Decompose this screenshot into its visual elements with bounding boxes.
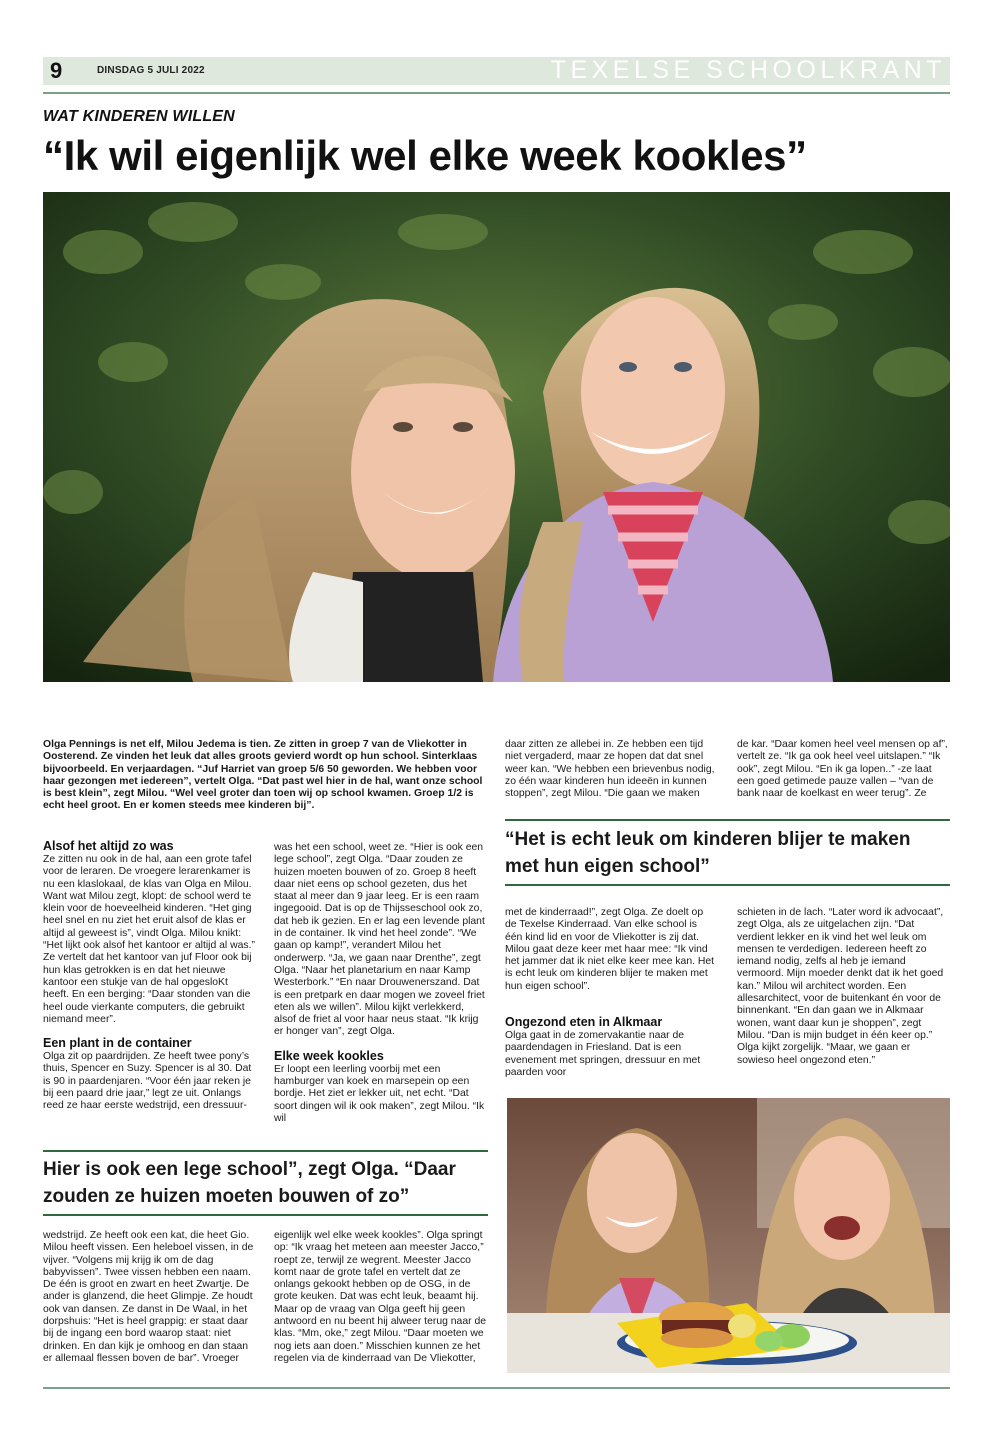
subhead-kookles: Elke week kookles: [274, 1048, 384, 1063]
quote1-rule-top: [505, 819, 950, 821]
body-col3-mid: [505, 907, 716, 1079]
body-col4-mid: schieten in de lach. “Later word ik advocaat”, zegt Olga, als ze uitgelachen zijn. “Dat verdient lekker en ik vind het wel leuk om mensen te verdedigen. Iedereen heeft zo iemand nodig, zelfs al heb je iemand vermoord. Mijn moeder denkt dat ik het goed kan.” Milou wil architect worden. Een allesarchitect, voor de buitenkant én voor de binnenkant. “En dan gaan we in Alkmaar wonen, want daar kun je shoppen”, zegt Milou. “Dan is mijn budget in één keer op.” Olga kijkt zorgelijk. “Maar, we gaan er sowieso heel ongezond eten.”: [737, 907, 944, 1066]
body-col3-b: Olga gaat in de zomervakantie naar de paardendagen in Friesland. Dat is een evenement met springen, dressuur en met paarden voor: [505, 1030, 701, 1078]
main-photo: [43, 192, 950, 682]
body-col2-b: Er loopt een leerling voorbij met een hamburger van koek en marsepein op een bordje. Het ziet er lekker uit, net echt. “Dat soort dingen wil ik ook maken”, zegt Milou. “Ik wil: [274, 1063, 485, 1124]
masthead: TEXELSE SCHOOLKRANT: [550, 56, 946, 84]
header-rule: [43, 92, 950, 94]
subhead-plant: Een plant in de container: [43, 1036, 192, 1051]
article-headline: “Ik wil eigenlijk wel elke week kookles”: [43, 132, 807, 179]
quote1-rule-bottom: [505, 884, 950, 886]
body-col4-top: de kar. “Daar komen heel veel mensen op af”, vertelt ze. “Ik ga ook heel veel uitslapen.” “Ik ook”, zegt Milou. “En ik ga lopen..” -ze laat een goed getimede pauze vallen – “van de bank naar de koelkast en weer terug”. Ze: [737, 739, 948, 800]
body-col1-b: Olga zit op paardrijden. Ze heeft twee pony’s thuis, Spencer en Suzy. Spencer is al 30. Dat is 90 in paardenjaren. “Voor één jaar reken je bij een paard drie jaar,” legt ze uit. Onlangs reed ze haar eerste wedstrijd, een dressuur-: [43, 1051, 252, 1112]
quote2-rule-bottom: [43, 1214, 488, 1216]
body-col3-mid-text: met de kinderraad!”, zegt Olga. Ze doelt op de Texelse Kinderraad. Van elke school is één kind lid en voor de Vliekotter is zij dat. Milou gaat deze keer met haar mee: “Ik vind het jammer dat ik niet elke keer mee kan. Het is echt leuk om kinderen blijer te maken met hun eigen school”.: [505, 907, 715, 992]
subhead-alsof: Alsof het altijd zo was: [43, 839, 174, 853]
subhead-alkmaar: Ongezond eten in Alkmaar: [505, 1015, 663, 1030]
page-number: 9: [50, 58, 63, 83]
quote2-rule-top: [43, 1150, 488, 1152]
article-lead: Olga Pennings is net elf, Milou Jedema is tien. Ze zitten in groep 7 van de Vliekotter in Oosterend. Ze vinden het leuk dat alles groots gevierd wordt op hun school. Sinterklaas bijvoorbeeld. En verjaardagen. “Juf Harriet van groep 5/6 50 geworden. We hebben voor haar gezongen met iedereen”, vertelt Olga. “Dat past wel hier in de hal, want onze school is best klein”, zegt Milou. “Wel veel groter dan toen wij op school kwamen. Groep 1/2 is echt heel groot. En er komen steeds mee kinderen bij”.: [43, 739, 483, 812]
footer-rule: [43, 1387, 950, 1389]
body-col1: [43, 839, 255, 1113]
body-col3-top: daar zitten ze allebei in. Ze hebben een tijd niet vergaderd, maar ze hopen dat dat snel weer kan. “We hebben een brievenbus nodig, zo één waar kinderen hun ideeën in kunnen stoppen”, zegt Milou. “Die gaan we maken: [505, 739, 715, 800]
body-col2-c: eigenlijk wel elke week kookles”. Olga springt op: “Ik vraag het meteen aan meester Jacco,” roept ze, terwijl ze wegrent. Meester Jacco komt naar de grote tafel en vertelt dat ze onlangs gekookt hebben op de OSG, in de grote keuken. Dat was echt leuk, beaamt hij. Maar op de vraag van Olga geeft hij geen antwoord en nu beent hij alweer terug naar de klas. “Mm, oke,” zegt Milou. “Daar moeten we nog iets aan doen.” Misschien kunnen ze het regelen via de kinderraad van De Vliekotter,: [274, 1230, 486, 1364]
body-col2-a: was het een school, weet ze. “Hier is ook een lege school”, zegt Olga. “Daar zouden ze huizen moeten bouwen of zo. Groep 8 heeft daar niet eens op school gezeten, dus het staat al meer dan 9 jaar leeg. Er is een raam ingegooid. Dat is op de Thijsseschool ook zo, dat heb ik gezien. En er lag een levende plant in de container. Ik vind het heel zonde”. “We gaan op kamp!”, verandert Milou het onderwerp. “Ja, we gaan naar Drenthe”, zegt Olga. “Naar het planetarium en naar Kamp Westerbork.” “En naar Drouwenerszand. Dat is een pretpark en daar mogen we zoveel friet eten als we willen”. Milou kijkt verlekkerd, alsof de friet al voor haar neus staat. “Ik krijg er honger van”, zegt Olga.: [274, 842, 485, 1038]
body-col2: [274, 842, 486, 1125]
pull-quote-1: “Het is echt leuk om kinderen blijer te maken met hun eigen school”: [505, 829, 911, 877]
body-col1-c: wedstrijd. Ze heeft ook een kat, die heet Gio. Milou heeft vissen. Een heleboel vissen, in de vijver. “Volgens mij krijg ik om de dag babyvissen”. Twee vissen hebben een naam. De één is groot en zwart en heet Zwartje. De ander is glanzend, die heet Glimpje. Ze houdt ook van dansen. Ze danst in De Waal, in het dorpshuis: “Het is heel grappig: er staat daar bij de ingang een bord waarop staat: niet drinken. En dan kijk je omhoog en dan staan er allemaal flessen boven de bar”. Vroeger: [43, 1230, 254, 1364]
pull-quote-2: Hier is ook een lege school”, zegt Olga. “Daar zouden ze huizen moeten bouwen of zo”: [43, 1159, 456, 1207]
kitchen-photo: [507, 1098, 950, 1373]
body-col1-a: Ze zitten nu ook in de hal, aan een grote tafel voor de leraren. De vroegere lerarenkamer is nu een klaslokaal, de klas van Olga en Milou. Want wat Milou zegt, klopt: de school werd te klein voor de hoeveelheid kinderen. “Het ging heel snel en nu ziet het eruit alsof de klas er altijd al geweest is”, vindt Olga. Milou knikt: “Het lijkt ook alsof het kantoor er altijd al was.” Ze vertelt dat het kantoor van juf Floor ook bij hun klas getrokken is en dat het nieuwe kantoor een stukje van de hal opgesloKt heeft. En een berging: “Daar stonden van die heel oude vierkante computers, die gebruikt niemand meer”.: [43, 854, 255, 1025]
article-kicker: WAT KINDEREN WILLEN: [43, 108, 235, 125]
issue-date: DINSDAG 5 JULI 2022: [97, 65, 205, 76]
